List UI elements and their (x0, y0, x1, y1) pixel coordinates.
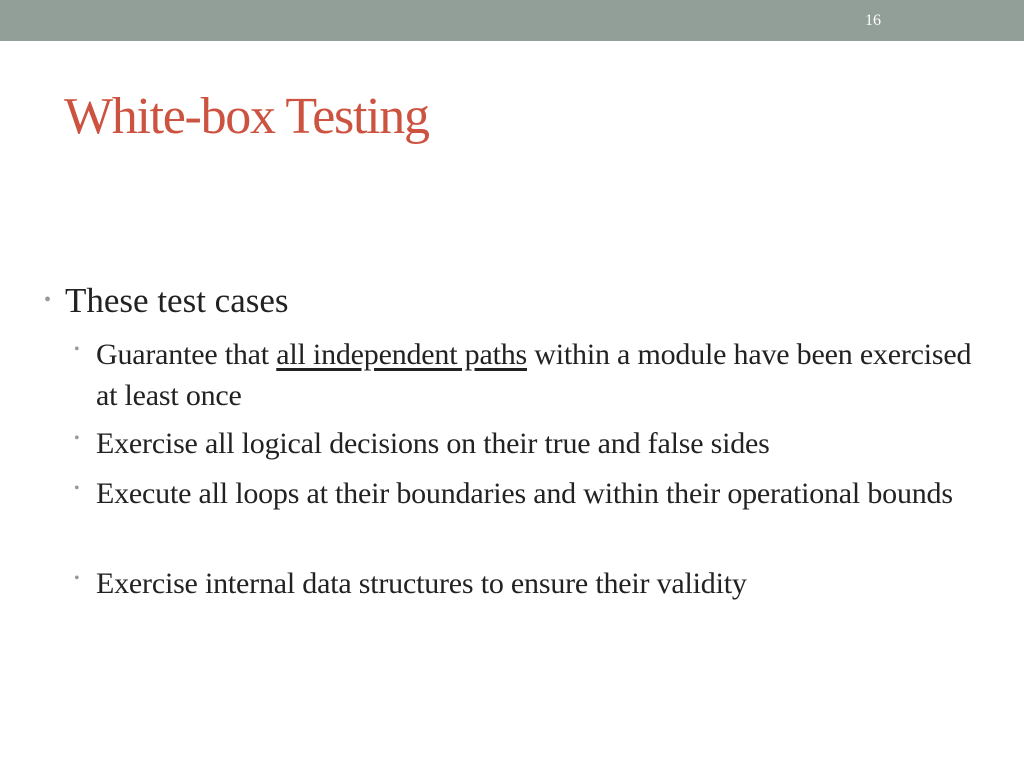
slide-number: 16 (865, 12, 881, 29)
bullet-text (96, 334, 991, 416)
bullet-text: These test cases (65, 281, 289, 320)
bullet-dot-icon: • (74, 570, 80, 587)
bullet-text-lead: Guarantee that (96, 338, 277, 371)
bullet-dot-icon: • (44, 289, 52, 311)
underlined-phrase: all independent paths (276, 338, 527, 371)
bullet-text-tail: within a module have been exercised at least once (96, 338, 972, 412)
bullet-text: Exercise internal data structures to ensure their validity (96, 567, 747, 600)
slide-title: White-box Testing (64, 88, 429, 145)
bullet-text: Exercise all logical decisions on their true and false sides (96, 427, 770, 460)
bullet-text: Execute all loops at their boundaries and within their operational bounds (96, 477, 953, 510)
bullet-dot-icon: • (74, 341, 80, 358)
bullet-dot-icon: • (74, 480, 80, 497)
bullet-dot-icon: • (74, 430, 80, 447)
